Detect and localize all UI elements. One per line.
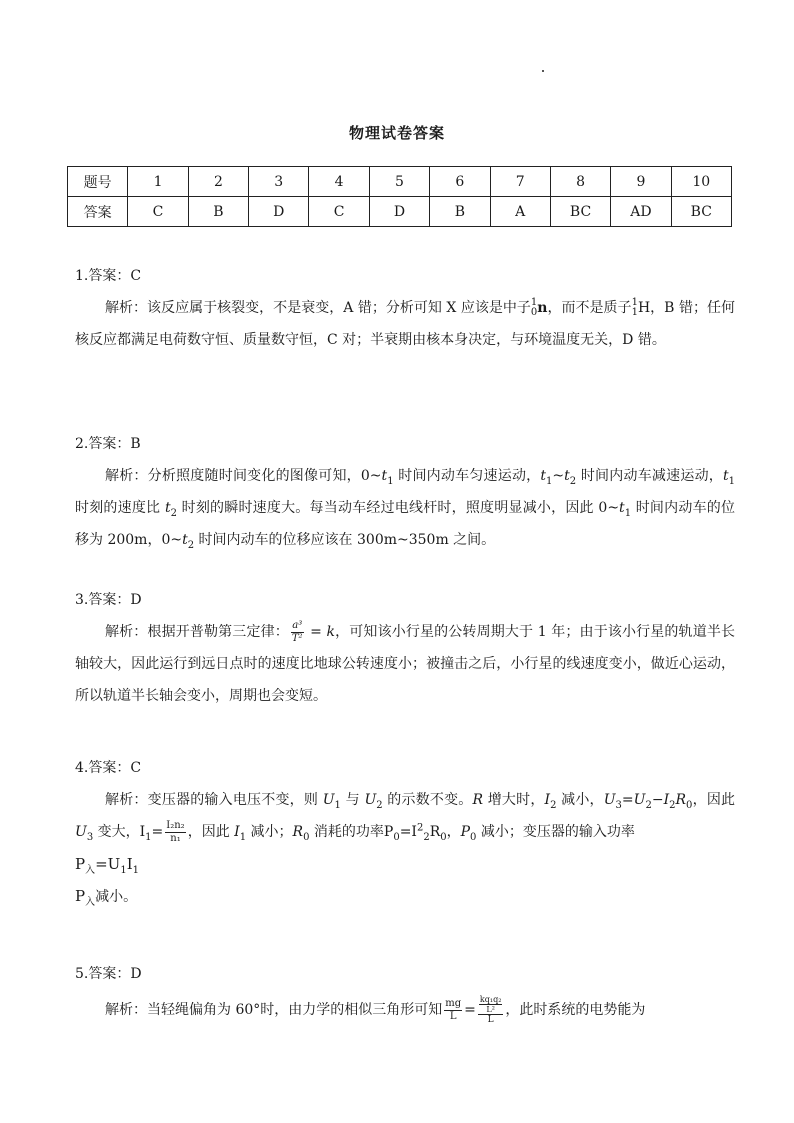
answer-cell: BC [550, 197, 610, 227]
q4-text-d: 增大时， [483, 792, 545, 808]
q4-u-symbol: U [322, 792, 335, 808]
q4-sub: 1 [132, 865, 139, 876]
q4-fraction-numerator: I₂n₂ [166, 819, 185, 831]
q4-i-symbol: I [126, 855, 133, 873]
q4-text-i: 变大， [93, 824, 140, 840]
q4-sub: 1 [239, 831, 247, 843]
q4-sub: 2 [423, 831, 430, 843]
q4-text-m: =I [399, 824, 417, 840]
q4-text-k: 减小； [246, 824, 293, 840]
q2-t-symbol: t [723, 468, 729, 484]
q4-text-b: 与 [340, 792, 365, 808]
scan-speck [542, 70, 544, 72]
question-3 [75, 584, 735, 712]
q1-proton-mass: 1 [631, 297, 638, 308]
q1-neutron-mass: 1 [530, 297, 538, 308]
question-1 [75, 260, 735, 356]
q4-text-o: 减小；变压器的输入功率 [476, 824, 635, 840]
q4-r-symbol: R [472, 792, 484, 808]
answer-table [67, 166, 732, 227]
q4-text-h: ，因此 [692, 792, 736, 808]
page-title: 物理试卷答案 [348, 124, 445, 142]
q2-t-subscript: 1 [546, 475, 553, 487]
q1-proton-charge: 1 [631, 307, 638, 318]
q2-tilde: ~ [552, 468, 565, 484]
number-cell: 5 [369, 167, 429, 197]
q1-text-b: ，而不是质子 [547, 300, 632, 316]
q5-inner-fraction [479, 995, 503, 1014]
q4-sub: 0 [440, 831, 447, 843]
q4-equals: = [621, 792, 634, 808]
row-label-number: 题号 [68, 167, 128, 197]
q4-i-symbol: I [544, 792, 551, 808]
number-cell: 2 [188, 167, 248, 197]
q3-text-a: 解析：根据开普勒第三定律： [105, 624, 289, 640]
q4-r-symbol: R [675, 792, 687, 808]
q2-t-subscript: 2 [170, 507, 177, 519]
q2-answer-heading: 2.答案：B [75, 436, 141, 452]
q3-kepler-fraction [291, 620, 304, 645]
q3-fraction-numerator: a³ [292, 619, 303, 631]
q4-text-c: 的示数不变。 [382, 792, 473, 808]
q4-sub: 2 [550, 799, 557, 811]
answer-cell: B [430, 197, 490, 227]
number-cell: 8 [550, 167, 610, 197]
number-cell: 6 [430, 167, 490, 197]
answer-cell: B [188, 197, 248, 227]
row-label-answer: 答案 [68, 197, 128, 227]
q4-sub: 0 [470, 831, 477, 843]
q4-sub: 3 [615, 799, 622, 811]
q1-explanation [75, 292, 735, 356]
q4-text-j: ，因此 [187, 824, 235, 840]
q4-sub: 入 [85, 897, 96, 908]
q3-kepler-constant: = k [305, 624, 335, 640]
answer-cell: D [369, 197, 429, 227]
q4-sup: 2 [416, 822, 424, 834]
q4-sub: 2 [376, 799, 383, 811]
number-cell: 1 [128, 167, 188, 197]
q1-text-c: ，B 错；任何核反应都满足电荷数守恒、质量数守恒，C 对；半衰期由核本身决定，与环境温度无关，D 错。 [75, 300, 735, 348]
q5-equals: = [464, 1002, 476, 1018]
answer-table-number-row [68, 167, 732, 197]
question-2 [75, 428, 735, 556]
q4-sub: 入 [85, 865, 96, 876]
q5-text-a: 解析：当轻绳偏角为 60°时，由力学的相似三角形可知 [105, 1002, 443, 1018]
q4-minus: − [651, 792, 664, 808]
q4-p-symbol: P [460, 824, 471, 840]
q2-text-b: 时间内动车匀速运动， [393, 468, 541, 484]
q2-text-a: 解析：分析照度随时间变化的图像可知，0~ [105, 468, 382, 484]
q4-i-symbol: I [663, 792, 670, 808]
q4-u-symbol: U [75, 824, 87, 840]
q4-i-symbol: I [234, 824, 240, 840]
q2-t-subscript: 2 [187, 539, 195, 551]
q5-coulomb-denominator: L [487, 1015, 494, 1025]
answer-cell: BC [671, 197, 731, 227]
q5-explanation [75, 990, 735, 1030]
q1-neutron-charge: 0 [530, 307, 538, 318]
q4-conclusion-text: 减小。 [95, 889, 138, 905]
q2-t-subscript: 1 [387, 475, 394, 487]
q2-text-e: 时间内动车减速运动， [576, 468, 724, 484]
question-4 [75, 752, 735, 913]
answer-cell: AD [611, 197, 671, 227]
q5-inner-numerator: kq₁q₂ [479, 995, 502, 1004]
q4-text-a: 解析：变压器的输入电压不变，则 [105, 792, 323, 808]
q4-u-symbol: U [364, 792, 377, 808]
q3-explanation [75, 616, 735, 712]
number-cell: 3 [249, 167, 309, 197]
q3-answer-heading: 3.答案：D [75, 592, 142, 608]
q5-inner-denominator: L² [486, 1005, 495, 1014]
answer-cell: D [249, 197, 309, 227]
q2-text-i: 时刻的瞬时速度大。每当动车经过电线杆时，照度明显减小，因此 0~ [176, 500, 620, 516]
q2-t-symbol: t [381, 468, 388, 484]
q5-gravity-fraction [444, 998, 462, 1023]
q2-explanation [75, 460, 735, 556]
q3-fraction-denominator: T² [291, 632, 303, 644]
q5-fraction-denominator: L [449, 1010, 457, 1022]
q2-text-m: 时间内动车的位移应该在 300m~350m 之间。 [194, 532, 496, 548]
q4-sub: 0 [303, 831, 310, 843]
q1-answer-heading: 1.答案：C [75, 268, 142, 284]
q4-fraction-denominator: n₁ [170, 832, 181, 844]
q2-t-subscript: 2 [569, 475, 577, 487]
q2-t-symbol: t [540, 468, 547, 484]
answer-cell: C [128, 197, 188, 227]
q4-p-symbol: P [75, 855, 86, 873]
answer-cell: A [490, 197, 550, 227]
q4-text-n: ， [446, 824, 461, 840]
answer-table-answer-row [68, 197, 732, 227]
q3-text-b: ，可知该小行星的公转周期大于 1 年；由于该小行星的轨道半长轴较大，因此运行到远日点时的速度比地球公转速度小；被撞击之后，小行星的线速度变小，做近心运动，所以轨道半长轴会变小，周期也会变短。 [75, 624, 735, 704]
q4-text-l: 消耗的功率 [309, 824, 384, 840]
q5-fraction-numerator: mg [445, 997, 462, 1009]
q2-t-symbol: t [164, 500, 171, 516]
number-cell: 10 [671, 167, 731, 197]
q4-u-symbol: U [603, 792, 616, 808]
q4-sub: 1 [334, 799, 341, 811]
q4-explanation [75, 784, 735, 848]
q1-text-a: 解析：该反应属于核裂变，不是衰变，A 错；分析可知 X 应该是中子 [105, 300, 531, 316]
q2-text-g: 时刻的速度比 [75, 500, 165, 516]
q5-text-b: ，此时系统的电势能为 [505, 1002, 646, 1018]
answer-cell: C [309, 197, 369, 227]
q4-input-power-formula [75, 848, 735, 880]
number-cell: 9 [611, 167, 671, 197]
q4-equals: = [151, 824, 164, 840]
q2-text-k: 时间内动车的位移为 200m，0~ [75, 500, 735, 548]
q4-conclusion [75, 880, 735, 913]
q2-t-symbol: t [564, 468, 570, 484]
q5-coulomb-fraction [478, 995, 504, 1025]
q2-t-symbol: t [182, 532, 188, 548]
q4-r-symbol: R [292, 824, 304, 840]
q4-sub: 1 [145, 831, 152, 843]
q4-sub: 1 [120, 865, 127, 876]
q4-sub: 2 [645, 799, 652, 811]
q2-t-subscript: 1 [728, 475, 736, 487]
q4-current-fraction [165, 820, 185, 845]
q2-t-subscript: 1 [624, 507, 632, 519]
number-cell: 7 [490, 167, 550, 197]
q5-coulomb-numerator [478, 995, 504, 1015]
q4-sub: 0 [686, 799, 693, 811]
q4-answer-heading: 4.答案：C [75, 760, 142, 776]
q4-sub: 2 [669, 799, 676, 811]
q1-proton-symbol: H [637, 300, 651, 316]
q4-p-symbol: P [75, 887, 86, 905]
q4-u-symbol: U [633, 792, 646, 808]
q2-t-symbol: t [619, 500, 625, 516]
q5-answer-heading: 5.答案：D [75, 966, 142, 982]
q4-equals-u: =U [95, 855, 121, 873]
q4-sub: 3 [86, 831, 94, 843]
q4-r-symbol: R [429, 824, 441, 840]
q4-p-symbol: P [383, 824, 394, 840]
q4-i-symbol: I [139, 824, 146, 840]
question-5 [75, 958, 735, 1030]
number-cell: 4 [309, 167, 369, 197]
q4-text-e: 减小， [556, 792, 604, 808]
q4-sub: 0 [393, 831, 400, 843]
q1-neutron-symbol: n [537, 300, 548, 316]
